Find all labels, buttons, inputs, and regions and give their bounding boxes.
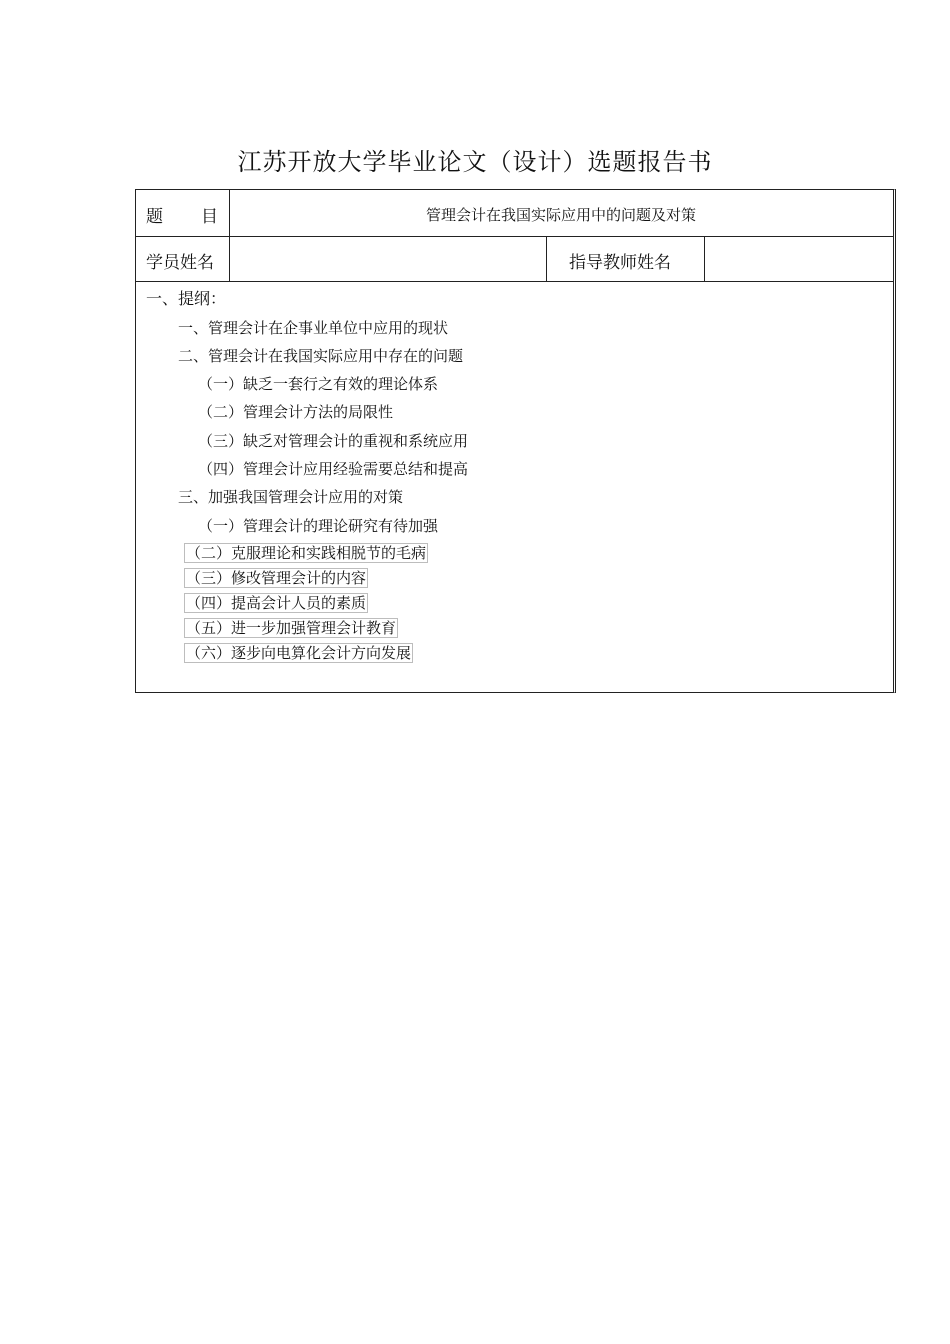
outline-item-boxed (184, 593, 368, 613)
advisor-name-label: 指导教师姓名 (569, 253, 671, 273)
outline-item-text: （六）逐步向电算化会计方向发展 (186, 644, 412, 662)
outline-item-text: （四）提高会计人员的素质 (186, 594, 367, 612)
outline-item-boxed (184, 543, 428, 563)
outline-item-text: （三）修改管理会计的内容 (186, 569, 367, 587)
outline-item: （一）缺乏一套行之有效的理论体系 (198, 375, 439, 393)
outline-item: （四）管理会计应用经验需要总结和提高 (198, 460, 469, 478)
student-name-label: 学员姓名 (146, 253, 214, 273)
outline-item: 二、管理会计在我国实际应用中存在的问题 (178, 347, 464, 365)
outline-item-text: （二）克服理论和实践相脱节的毛病 (186, 544, 427, 562)
row-divider-2 (136, 281, 893, 282)
topic-label-char-1: 题 (146, 207, 163, 227)
outline-item-boxed (184, 568, 368, 588)
outline-item-boxed (184, 618, 398, 638)
topic-label-char-2: 目 (201, 207, 218, 227)
document-title: 江苏开放大学毕业论文（设计）选题报告书 (237, 148, 713, 176)
outline-heading: 一、提纲： (146, 289, 227, 308)
row-divider-1 (136, 236, 893, 237)
outline-item: （一）管理会计的理论研究有待加强 (198, 517, 439, 535)
outline-item-boxed (184, 643, 413, 663)
column-divider-advisor-label-right (704, 236, 705, 281)
outline-item-text: （五）进一步加强管理会计教育 (186, 619, 397, 637)
topic-value: 管理会计在我国实际应用中的问题及对策 (425, 206, 696, 224)
outline-item: （三）缺乏对管理会计的重视和系统应用 (198, 432, 469, 450)
topic-report-form (135, 189, 896, 693)
outline-item: （二）管理会计方法的局限性 (198, 403, 394, 421)
outline-item: 一、管理会计在企事业单位中应用的现状 (178, 319, 449, 337)
column-divider-advisor-label-left (546, 236, 547, 281)
outline-item: 三、加强我国管理会计应用的对策 (178, 488, 404, 506)
topic-label (146, 202, 218, 227)
